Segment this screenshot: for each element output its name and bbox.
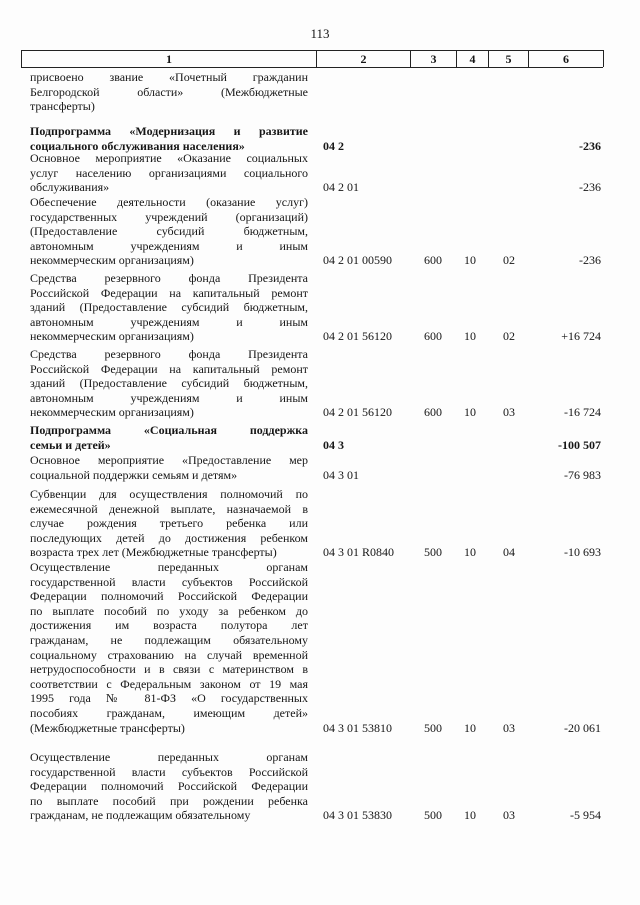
description-line: Средства резервного фонда Президента xyxy=(30,271,308,285)
row-code: 04 3 01 53830 xyxy=(323,808,392,823)
row-code: 04 3 01 R0840 xyxy=(323,545,395,560)
row-description xyxy=(30,453,308,482)
column-header-3: 3 xyxy=(430,52,437,66)
description-line: государственных учреждений (организаций) xyxy=(30,209,308,224)
row-subsection: 04 xyxy=(503,545,515,560)
row-expense-type: 500 xyxy=(424,720,442,735)
description-line: некоммерческим организациям) xyxy=(30,329,194,344)
description-line: обслуживания» xyxy=(30,180,110,195)
description-line: Основное мероприятие «Предоставление мер xyxy=(30,453,308,467)
row-code: 04 3 01 53810 xyxy=(323,720,392,735)
row-description xyxy=(30,750,308,823)
description-line: автономным учреждениям и иным xyxy=(30,390,308,405)
description-line: соответствии с Федеральным законом от 19 мая xyxy=(30,676,308,691)
description-line: достижения им возраста полутора лет xyxy=(30,618,308,633)
description-line: зданий (Предоставление субсидий бюджетным, xyxy=(30,376,308,391)
description-line: автономным учреждениям и иным xyxy=(30,238,308,253)
row-section: 10 xyxy=(464,329,476,344)
description-line: автономным учреждениям и иным xyxy=(30,314,308,329)
description-line: Основное мероприятие «Оказание социальных xyxy=(30,151,308,165)
row-amount: +16 724 xyxy=(561,329,601,344)
description-line: Осуществление переданных органам xyxy=(30,750,308,764)
row-description xyxy=(30,487,308,560)
table-header-border xyxy=(21,67,603,68)
column-header-4: 4 xyxy=(469,52,476,66)
row-subsection: 02 xyxy=(503,329,515,344)
row-code: 04 2 01 xyxy=(323,180,359,195)
row-code: 04 2 xyxy=(323,138,344,153)
description-line: (Межбюджетные трансферты) xyxy=(30,720,185,735)
description-line: Подпрограмма «Социальная поддержка xyxy=(30,423,308,437)
description-line: Федерации полномочий Российской Федерации xyxy=(30,779,308,794)
row-description xyxy=(30,70,308,114)
row-expense-type: 500 xyxy=(424,808,442,823)
row-section: 10 xyxy=(464,253,476,268)
description-line: гражданам, не подлежащим обязательному xyxy=(30,632,308,647)
description-line: Российской Федерации на капитальный ремонт xyxy=(30,361,308,376)
description-line: присвоено звание «Почетный гражданин xyxy=(30,70,308,84)
description-line: услуг населению организациями социального xyxy=(30,165,308,180)
description-line: Подпрограмма «Модернизация и развитие xyxy=(30,124,308,138)
description-line: (Предоставление субсидий бюджетным, xyxy=(30,224,308,239)
description-line: социального обслуживания населения» xyxy=(30,138,245,153)
row-subsection: 03 xyxy=(503,405,515,420)
description-line: Российской Федерации на капитальный ремонт xyxy=(30,285,308,300)
row-expense-type: 600 xyxy=(424,405,442,420)
row-section: 10 xyxy=(464,405,476,420)
row-description xyxy=(30,560,308,735)
description-line: возраста трех лет (Межбюджетные трансферты) xyxy=(30,545,277,560)
description-line: последующих детей до достижения ребенком xyxy=(30,530,308,545)
description-line: ежемесячной денежной выплате, назначаемой в xyxy=(30,501,308,516)
row-section: 10 xyxy=(464,720,476,735)
column-header-1: 1 xyxy=(166,52,172,66)
description-line: случае рождения третьего ребенка или xyxy=(30,516,308,531)
row-amount: -76 983 xyxy=(564,467,601,482)
page-number: 113 xyxy=(310,26,330,41)
description-line: Обеспечение деятельности (оказание услуг) xyxy=(30,195,308,209)
description-line: государственной власти субъектов Российской xyxy=(30,574,308,589)
row-amount: -16 724 xyxy=(564,405,601,420)
row-description xyxy=(30,347,308,420)
description-line: Белгородской области» (Межбюджетные xyxy=(30,84,308,99)
row-code: 04 2 01 56120 xyxy=(323,329,392,344)
column-header-5: 5 xyxy=(505,52,512,66)
row-expense-type: 500 xyxy=(424,545,442,560)
row-amount: -236 xyxy=(579,138,601,153)
row-amount: -5 954 xyxy=(570,808,601,823)
description-line: Субвенции для осуществления полномочий по xyxy=(30,487,308,501)
row-code: 04 2 01 00590 xyxy=(323,253,392,268)
description-line: трансферты) xyxy=(30,99,95,114)
row-code: 04 3 xyxy=(323,437,344,452)
description-line: по выплате пособий по уходу за ребенком до xyxy=(30,603,308,618)
row-amount: -100 507 xyxy=(558,437,601,452)
description-line: некоммерческим организациям) xyxy=(30,405,194,420)
description-line: по выплате пособий при рождении ребенка xyxy=(30,793,308,808)
description-line: семьи и детей» xyxy=(30,437,111,452)
column-header-6: 6 xyxy=(563,52,569,66)
description-line: нетрудоспособности и в связи с материнством в xyxy=(30,662,308,677)
description-line: Осуществление переданных органам xyxy=(30,560,308,574)
description-line: пособиях гражданам, имеющим детей» xyxy=(30,705,308,720)
row-amount: -20 061 xyxy=(564,720,601,735)
row-code: 04 2 01 56120 xyxy=(323,405,392,420)
column-header-2: 2 xyxy=(360,52,367,66)
description-line: зданий (Предоставление субсидий бюджетным, xyxy=(30,300,308,315)
row-amount: -10 693 xyxy=(564,545,601,560)
row-description xyxy=(30,195,308,268)
row-description xyxy=(30,271,308,344)
description-line: социальному страхованию на случай временной xyxy=(30,647,308,662)
description-line: социальной поддержки семьям и детям» xyxy=(30,467,238,482)
row-subsection: 03 xyxy=(503,808,515,823)
row-subsection: 02 xyxy=(503,253,515,268)
description-line: Средства резервного фонда Президента xyxy=(30,347,308,361)
row-code: 04 3 01 xyxy=(323,467,359,482)
row-amount: -236 xyxy=(579,253,601,268)
description-line: гражданам, не подлежащим обязательному xyxy=(30,808,251,823)
row-amount: -236 xyxy=(579,180,601,195)
row-expense-type: 600 xyxy=(424,329,442,344)
row-description xyxy=(30,151,308,195)
row-section: 10 xyxy=(464,808,476,823)
table-right-border xyxy=(603,50,604,67)
row-subsection: 03 xyxy=(503,720,515,735)
row-section: 10 xyxy=(464,545,476,560)
description-line: Федерации полномочий Российской Федерации xyxy=(30,589,308,604)
row-description xyxy=(30,124,308,153)
description-line: государственной власти субъектов Российской xyxy=(30,764,308,779)
description-line: некоммерческим организациям) xyxy=(30,253,194,268)
description-line: 1995 года № 81-ФЗ «О государственных xyxy=(30,691,308,706)
row-expense-type: 600 xyxy=(424,253,442,268)
row-description xyxy=(30,423,308,452)
